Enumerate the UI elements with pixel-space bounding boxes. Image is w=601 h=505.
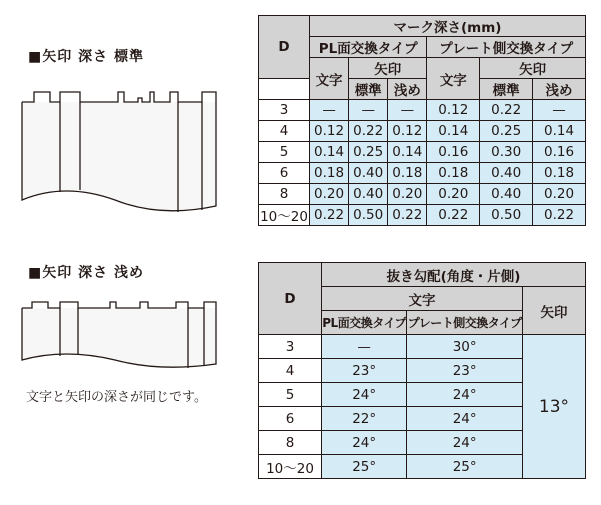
standard-header: 標準: [349, 79, 388, 100]
value-cell: 22°: [322, 407, 407, 431]
value-cell: 0.20: [310, 184, 349, 205]
value-cell: 0.16: [427, 142, 480, 163]
letters-header: 文字: [310, 58, 349, 100]
table-row: [259, 163, 586, 184]
value-cell: 0.50: [480, 205, 533, 226]
d-cell: 6: [259, 163, 310, 184]
d-cell: 5: [259, 383, 322, 407]
value-cell: 0.20: [427, 184, 480, 205]
value-cell: 0.40: [480, 184, 533, 205]
value-cell: 0.14: [388, 142, 427, 163]
value-cell: 30°: [407, 335, 523, 359]
value-cell: 0.22: [480, 100, 533, 121]
value-cell: 0.20: [388, 184, 427, 205]
value-cell: 0.25: [349, 142, 388, 163]
d-cell: 8: [259, 184, 310, 205]
value-cell: 24°: [407, 383, 523, 407]
value-cell: 25°: [407, 455, 523, 479]
value-cell: 0.25: [480, 121, 533, 142]
section2-title: ■矢印 深さ 浅め: [28, 265, 144, 281]
d-cell: 10〜20: [259, 205, 310, 226]
d-cell: 3: [259, 100, 310, 121]
letters-header: 文字: [427, 58, 480, 100]
shallow-header: 浅め: [533, 79, 586, 100]
standard-depth-diagram: [20, 82, 218, 232]
arrow-header: 矢印: [480, 58, 586, 79]
value-cell: 0.18: [427, 163, 480, 184]
pl-type-header: PL面交換タイプ: [322, 311, 407, 335]
value-cell: 0.22: [533, 205, 586, 226]
value-cell: 0.14: [427, 121, 480, 142]
mark-depth-header: マーク深さ(mm): [310, 16, 586, 37]
value-cell: 0.22: [310, 205, 349, 226]
arrow-header: 矢印: [523, 287, 586, 335]
value-cell: 0.18: [533, 163, 586, 184]
table-row: [259, 205, 586, 226]
value-cell: —: [349, 100, 388, 121]
d-cell: 6: [259, 407, 322, 431]
shallow-depth-diagram: [20, 292, 218, 374]
shallow-header: 浅め: [388, 79, 427, 100]
d-header: D: [259, 16, 310, 79]
value-cell: 0.18: [388, 163, 427, 184]
value-cell: 24°: [322, 431, 407, 455]
arrow-header: 矢印: [349, 58, 427, 79]
value-cell: 0.14: [533, 121, 586, 142]
value-cell: 0.40: [349, 184, 388, 205]
value-cell: 0.22: [349, 121, 388, 142]
value-cell: —: [388, 100, 427, 121]
value-cell: 0.22: [388, 205, 427, 226]
table-row: [259, 142, 586, 163]
value-cell: 0.14: [310, 142, 349, 163]
value-cell: 0.22: [427, 205, 480, 226]
table-row: [259, 100, 586, 121]
d-cell: 4: [259, 121, 310, 142]
value-cell: 0.18: [310, 163, 349, 184]
d-header: D: [259, 263, 322, 335]
value-cell: 24°: [322, 383, 407, 407]
section2-note: 文字と矢印の深さが同じです。: [26, 390, 207, 405]
table-row: [259, 121, 586, 142]
plate-type-header: プレート側交換タイプ: [427, 37, 586, 58]
d-cell: 5: [259, 142, 310, 163]
draft-angle-table: [258, 262, 586, 479]
plate-type-header: プレート側交換タイプ: [407, 311, 523, 335]
value-cell: —: [322, 335, 407, 359]
value-cell: 23°: [407, 359, 523, 383]
value-cell: 24°: [407, 407, 523, 431]
mark-depth-table: [258, 15, 586, 226]
section1-title: ■矢印 深さ 標準: [28, 49, 144, 65]
value-cell: 0.16: [533, 142, 586, 163]
pl-type-header: PL面交換タイプ: [310, 37, 427, 58]
d-cell: 10〜20: [259, 455, 322, 479]
value-cell: 0.12: [310, 121, 349, 142]
value-cell: 0.50: [349, 205, 388, 226]
value-cell: —: [310, 100, 349, 121]
value-cell: 0.12: [388, 121, 427, 142]
draft-angle-header: 抜き勾配(角度・片側): [322, 263, 586, 287]
table-row: [259, 184, 586, 205]
letters-header: 文字: [322, 287, 523, 311]
value-cell: —: [533, 100, 586, 121]
value-cell: 25°: [322, 455, 407, 479]
value-cell: 23°: [322, 359, 407, 383]
d-cell: 8: [259, 431, 322, 455]
value-cell: 0.12: [427, 100, 480, 121]
table-row: [259, 335, 586, 359]
value-cell: 0.30: [480, 142, 533, 163]
standard-header: 標準: [480, 79, 533, 100]
value-cell: 0.40: [349, 163, 388, 184]
value-cell: 24°: [407, 431, 523, 455]
arrow-angle-cell: 13°: [523, 335, 586, 479]
d-cell: 4: [259, 359, 322, 383]
d-cell: 3: [259, 335, 322, 359]
value-cell: 0.20: [533, 184, 586, 205]
value-cell: 0.40: [480, 163, 533, 184]
